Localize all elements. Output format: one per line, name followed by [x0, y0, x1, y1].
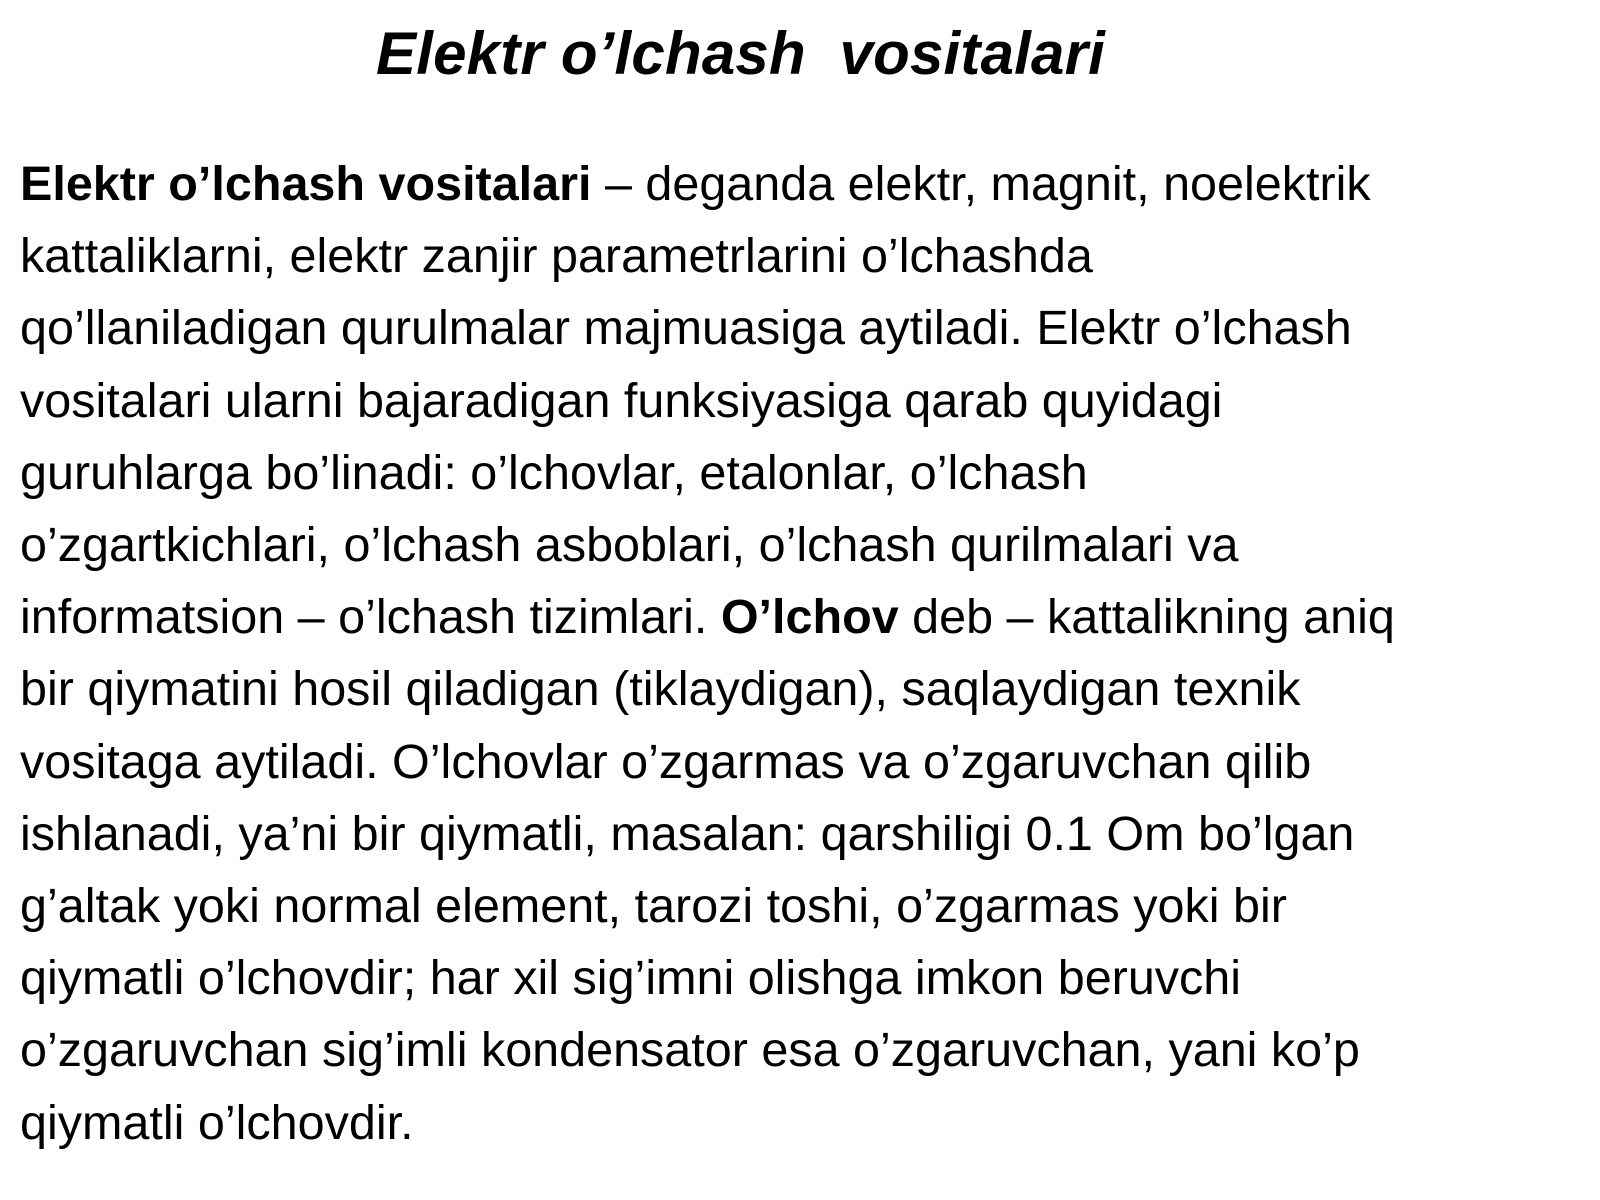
slide-title: Elektr o’lchash vositalari [376, 20, 1106, 87]
definition-paragraph [20, 148, 1592, 1159]
paragraph-line-9: vositaga aytiladi. O’lchovlar o’zgarmas va o’zgaruvchan qilib [20, 734, 1312, 789]
paragraph-line-3: qo’llaniladigan qurulmalar majmuasiga aytiladi. Elektr o’lchash [20, 301, 1352, 356]
paragraph-line-6: o’zgartkichlari, o’lchash asboblari, o’lchash qurilmalari va [20, 518, 1239, 573]
paragraph-line-13: o’zgaruvchan sig’imli kondensator esa o’zgaruvchan, yani ko’p [20, 1023, 1360, 1078]
line-text-after: deb – kattalikning aniq [898, 590, 1395, 645]
paragraph-line-12: qiymatli o’lchovdir; har xil sig’imni olishga imkon beruvchi [20, 951, 1242, 1006]
term-elektr-olchash-vositalari: Elektr o’lchash vositalari [20, 157, 592, 211]
paragraph-line-4: vositalari ularni bajaradigan funksiyasiga qarab quyidagi [20, 373, 1223, 428]
paragraph-line-10: ishlanadi, ya’ni bir qiymatli, masalan: qarshiligi 0.1 Om bo’lgan [20, 806, 1355, 861]
paragraph-line-1 [20, 148, 1592, 220]
term-olchov: O’lchov [720, 590, 899, 645]
paragraph-line-8: bir qiymatini hosil qiladigan (tiklaydigan), saqlaydigan texnik [20, 662, 1301, 717]
paragraph-line-5: guruhlarga bo’linadi: o’lchovlar, etalonlar, o’lchash [20, 445, 1088, 500]
line-text: informatsion – o’lchash tizimlari. [20, 590, 721, 645]
paragraph-line-11: g’altak yoki normal element, tarozi toshi, o’zgarmas yoki bir [20, 879, 1287, 934]
paragraph-line-2: kattaliklarni, elektr zanjir parametrlarini o’lchashda [20, 229, 1093, 284]
line-text: – deganda elektr, magnit, noelektrik [591, 157, 1371, 211]
paragraph-line-14: qiymatli o’lchovdir. [20, 1095, 414, 1150]
paragraph-line-7 [20, 581, 1592, 653]
